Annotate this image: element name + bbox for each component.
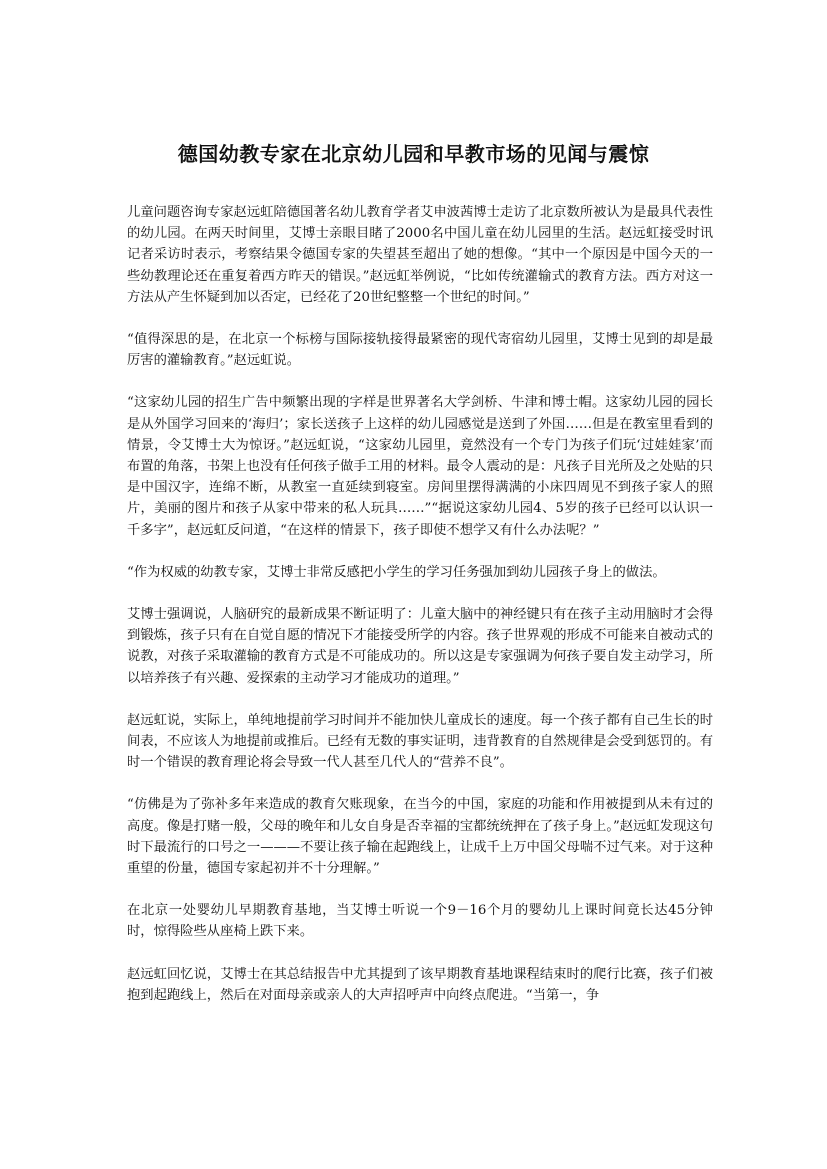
paragraph: “仿佛是为了弥补多年来造成的教育欠账现象，在当今的中国，家庭的功能和作用被提到从未有过的高度。像是打赌一般，父母的晚年和儿女自身是否幸福的宝都统统押在了孩子身上。”赵远虹发现这句时下最流行的口号之一———不要让孩子输在起跑线上，让成千上万中国父母喘不过气来。对于这种重望的份量，德国专家起初并不十分理解。” [127, 797, 713, 877]
paragraph: “值得深思的是，在北京一个标榜与国际接轨接得最紧密的现代寄宿幼儿园里，艾博士见到的却是最厉害的灌输教育。”赵远虹说。 [127, 332, 713, 369]
document-title: 德国幼教专家在北京幼儿园和早教市场的见闻与震惊 [177, 142, 650, 166]
paragraph: “作为权威的幼教专家，艾博士非常反感把小学生的学习任务强加到幼儿园孩子身上的做法。 [127, 564, 666, 580]
paragraph: 赵远虹说，实际上，单纯地提前学习时间并不能加快儿童成长的速度。每一个孩子都有自己生长的时间表，不应该人为地提前或推后。已经有无数的事实证明，违背教育的自然规律是会受到惩罚的。有时一个错误的教育理论将会导致一代人甚至几代人的“营养不良”。 [127, 712, 713, 771]
paragraph: “这家幼儿园的招生广告中频繁出现的字样是世界著名大学剑桥、牛津和博士帽。这家幼儿园的园长是从外国学习回来的‘海归’；家长送孩子上这样的幼儿园感觉是送到了外国……但是在教室里看到的情景，令艾博士大为惊讶。”赵远虹说，“这家幼儿园里，竟然没有一个专门为孩子们玩‘过娃娃家’而布置的角落，书架上也没有任何孩子做手工用的材料。最令人震动的是：凡孩子目光所及之处贴的只是中国汉字，连绵不断，从教室一直延续到寝室。房间里摆得满满的小床四周见不到孩子家人的照片，美丽的图片和孩子从家中带来的私人玩具……”“据说这家幼儿园4、5岁的孩子已经可以认识一千多字”，赵远虹反问道，“在这样的情景下，孩子即使不想学又有什么办法呢？” [127, 395, 713, 538]
paragraph: 艾博士强调说，人脑研究的最新成果不断证明了：儿童大脑中的神经键只有在孩子主动用脑时才会得到锻炼，孩子只有在自觉自愿的情况下才能接受所学的内容。孩子世界观的形成不可能来自被动式的说教，对孩子采取灌输的教育方式是不可能成功的。所以这是专家强调为何孩子要自发主动学习，所以培养孩子有兴趣、爱探索的主动学习才能成功的道理。” [127, 607, 713, 686]
paragraph: 赵远虹回忆说，艾博士在其总结报告中尤其提到了该早期教育基地课程结束时的爬行比赛，孩子们被抱到起跑线上，然后在对面母亲或亲人的大声招呼声中向终点爬进。“当第一，争 [127, 966, 713, 1003]
paragraph: 在北京一处婴幼儿早期教育基地，当艾博士听说一个9－16个月的婴幼儿上课时间竟长达45分钟时，惊得险些从座椅上跌下来。 [127, 903, 713, 940]
document-body [127, 202, 713, 1027]
paragraph: 儿童问题咨询专家赵远虹陪德国著名幼儿教育学者艾申波茜博士走访了北京数所被认为是最具代表性的幼儿园。在两天时间里，艾博士亲眼目睹了2000名中国儿童在幼儿园里的生活。赵远虹接受时讯记者采访时表示，考察结果令德国专家的失望甚至超出了她的想像。“其中一个原因是中国今天的一些幼教理论还在重复着西方昨天的错误。”赵远虹举例说，“比如传统灌输式的教育方法。西方对这一方法从产生怀疑到加以否定，已经花了20世纪整整一个世纪的时间。” [127, 205, 713, 305]
